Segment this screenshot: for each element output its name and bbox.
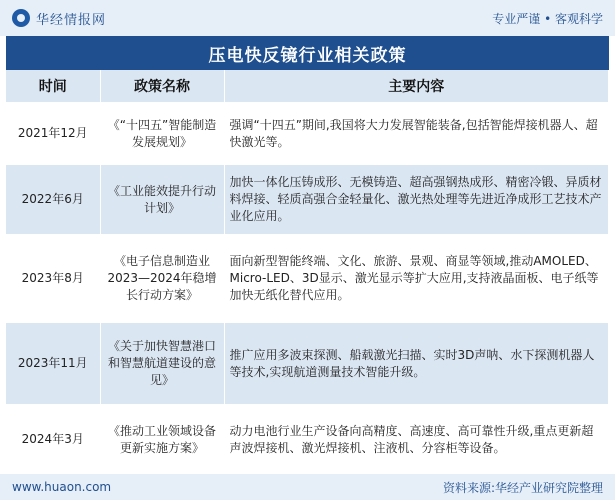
table-row <box>6 323 609 405</box>
footer <box>0 474 615 500</box>
logo-icon <box>12 9 30 27</box>
table-row <box>6 165 609 235</box>
policy-name-cell: 《工业能效提升行动计划》 <box>100 165 224 235</box>
date-cell: 2022年6月 <box>6 165 100 235</box>
tagline: 专业严谨 • 客观科学 <box>492 11 603 26</box>
table-row <box>6 235 609 323</box>
date-cell: 2023年8月 <box>6 235 100 323</box>
content-cell: 推广应用多波束探测、船载激光扫描、实时3D声呐、水下探测机器人等技术,实现航道测量技术智能升级。 <box>224 323 609 405</box>
content-cell: 加快一体化压铸成形、无模铸造、超高强钢热成形、精密冷锻、异质材料焊接、轻质高强合金轻量化、激光热处理等先进近净成形工艺技术产业化应用。 <box>224 165 609 235</box>
source-note: 资料来源:华经产业研究院整理 <box>442 480 603 495</box>
table-row <box>6 103 609 165</box>
table-header-row <box>6 70 609 103</box>
content-cell: 强调“十四五”期间,我国将大力发展智能装备,包括智能焊接机器人、超快激光等。 <box>224 103 609 165</box>
policy-name-cell: 《“十四五”智能制造发展规划》 <box>100 103 224 165</box>
date-cell: 2024年3月 <box>6 405 100 475</box>
policy-table <box>6 70 609 475</box>
column-header-date: 时间 <box>6 70 100 103</box>
column-header-policy-name: 政策名称 <box>100 70 224 103</box>
website-link[interactable]: www.huaon.com <box>12 480 112 494</box>
brand <box>12 9 106 28</box>
policy-name-cell: 《电子信息制造业2023—2024年稳增长行动方案》 <box>100 235 224 323</box>
brand-name: 华经情报网 <box>36 12 107 28</box>
column-header-content: 主要内容 <box>224 70 609 103</box>
table-row <box>6 405 609 475</box>
date-cell: 2021年12月 <box>6 103 100 165</box>
content-cell: 面向新型智能终端、文化、旅游、景观、商显等领域,推动AMOLED、Micro-LED、3D显示、激光显示等扩大应用,支持液晶面板、电子纸等加快无纸化替代应用。 <box>224 235 609 323</box>
header-bar <box>0 0 615 36</box>
page-title: 压电快反镜行业相关政策 <box>6 36 609 70</box>
content-cell: 动力电池行业生产设备向高精度、高速度、高可靠性升级,重点更新超声波焊接机、激光焊接机、注液机、分容柜等设备。 <box>224 405 609 475</box>
date-cell: 2023年11月 <box>6 323 100 405</box>
policy-name-cell: 《推动工业领域设备更新实施方案》 <box>100 405 224 475</box>
policy-name-cell: 《关于加快智慧港口和智慧航道建设的意见》 <box>100 323 224 405</box>
